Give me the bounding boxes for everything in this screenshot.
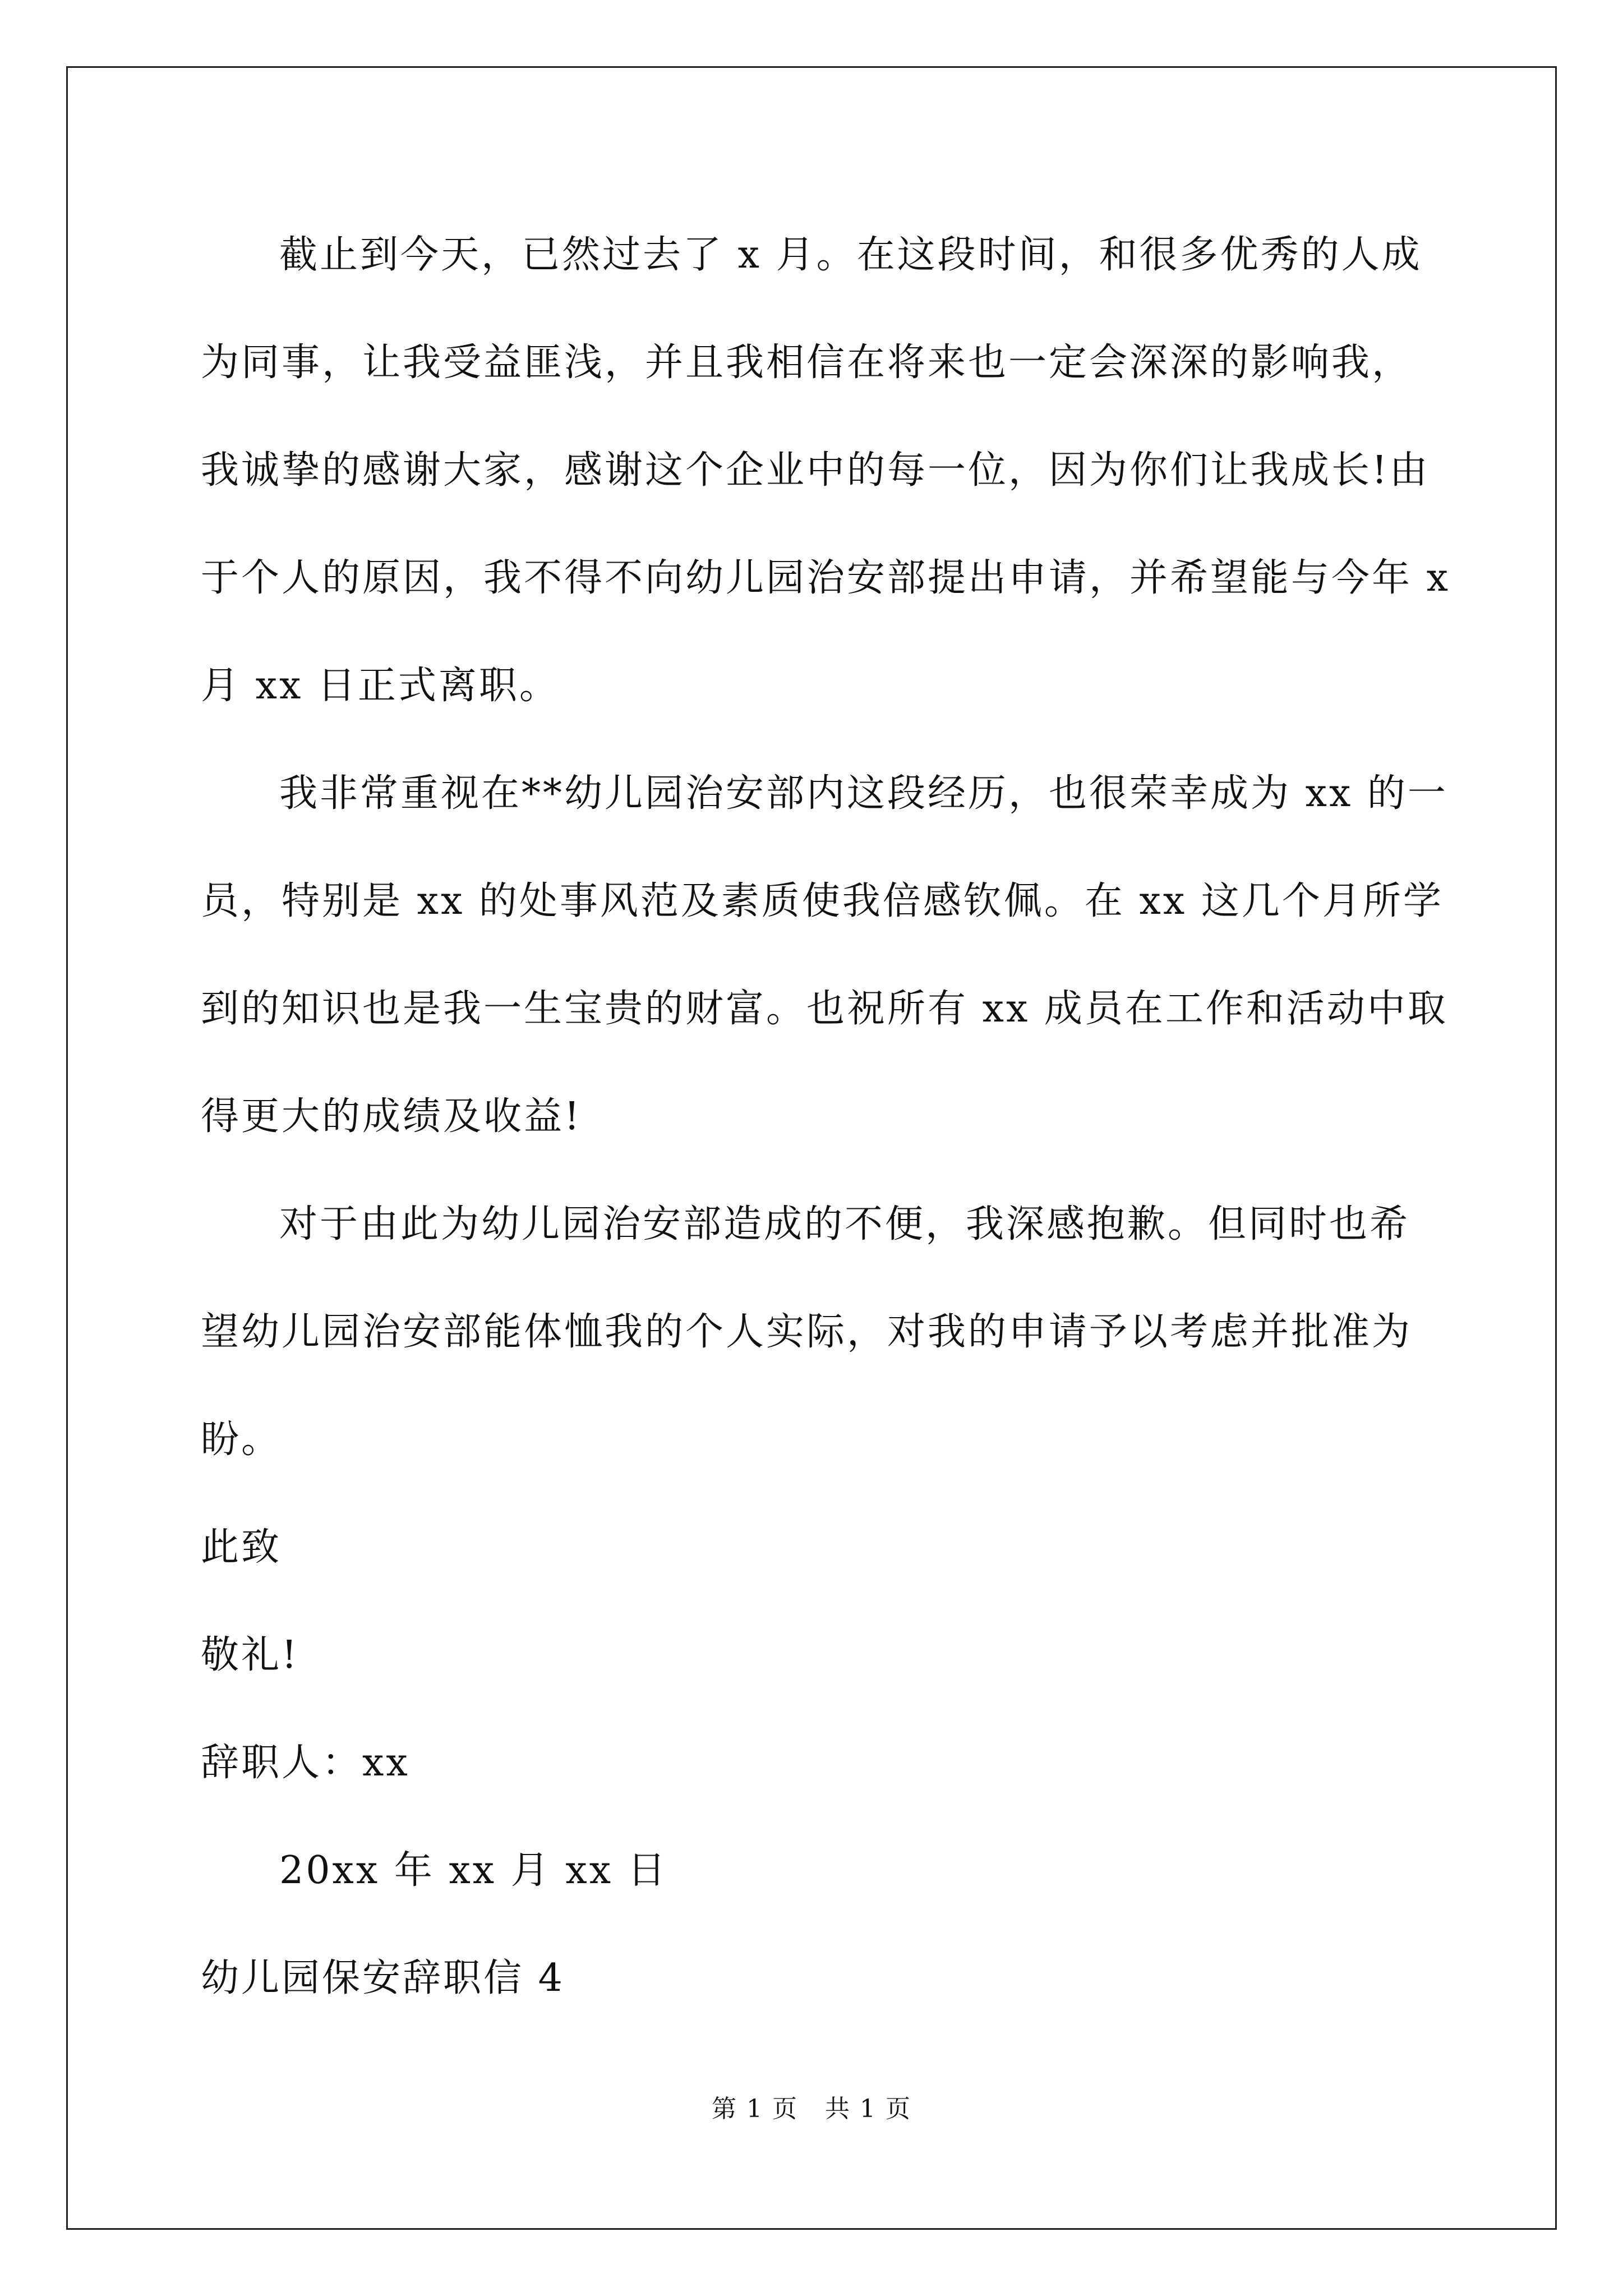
paragraph-1-line-4: 于个人的原因，我不得不向幼儿园治安部提出申请，并希望能与今年 x [201,556,1450,600]
paragraph-2-line-4: 得更大的成绩及收益! [201,1094,582,1139]
paragraph-3-line-1: 对于由此为幼儿园治安部造成的不便，我深感抱歉。但同时也希 [279,1202,1410,1246]
paragraph-3-line-2: 望幼儿园治安部能体恤我的个人实际，对我的申请予以考虑并批准为 [201,1310,1413,1354]
paragraph-3-line-3: 盼。 [201,1418,282,1462]
paragraph-2-line-2: 员，特别是 xx 的处事风范及素质使我倍感钦佩。在 xx 这几个月所学 [201,879,1444,923]
page-number-current: 第 1 页 [712,2095,798,2123]
signer-line: 辞职人：xx [201,1741,410,1785]
paragraph-1-line-3: 我诚挚的感谢大家，感谢这个企业中的每一位，因为你们让我成长!由 [201,448,1430,493]
salutation-text: 敬礼! [201,1633,299,1677]
paragraph-2-line-1: 我非常重视在**幼儿园治安部内这段经历，也很荣幸成为 xx 的一 [279,771,1448,816]
paragraph-2-line-3: 到的知识也是我一生宝贵的财富。也祝所有 xx 成员在工作和活动中取 [201,987,1448,1031]
paragraph-1-line-2: 为同事，让我受益匪浅，并且我相信在将来也一定会深深的影响我， [201,341,1413,385]
date-line: 20xx 年 xx 月 xx 日 [279,1848,668,1893]
closing-text: 此致 [201,1525,282,1570]
page-footer [0,2092,1623,2126]
paragraph-1-line-5: 月 xx 日正式离职。 [201,664,560,708]
next-letter-title: 幼儿园保安辞职信 4 [201,1956,565,2000]
paragraph-1-line-1: 截止到今天，已然过去了 x 月。在这段时间，和很多优秀的人成 [279,233,1422,277]
page-number-total: 共 1 页 [825,2095,911,2123]
